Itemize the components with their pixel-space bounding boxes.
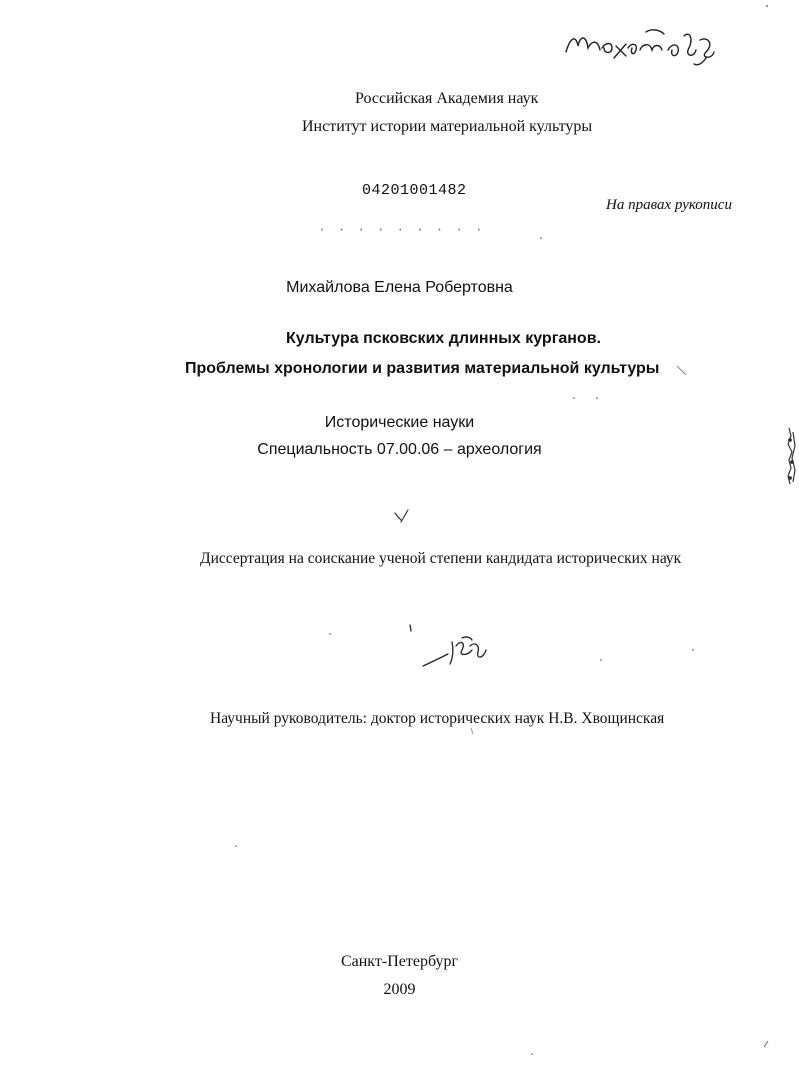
handwritten-signature-top xyxy=(566,30,714,65)
scientific-advisor: Научный руководитель: доктор исторических наук Н.В. Хвощинская xyxy=(210,710,665,727)
rights-note: На правах рукописи xyxy=(606,197,732,213)
stray-mark-title xyxy=(677,366,686,375)
dissertation-title-line-1: Культура псковских длинных курганов. xyxy=(286,330,601,347)
institute-name: Институт истории материальной культуры xyxy=(302,118,593,135)
catalog-number: 04201001482 xyxy=(362,182,467,199)
author-name: Михайлова Елена Робертовна xyxy=(286,279,513,296)
faded-stamp-marks: · · · · · · · · · xyxy=(318,222,485,237)
scan-noise-dots xyxy=(235,5,768,1055)
stray-mark-advisor xyxy=(471,728,473,734)
dissertation-title-line-2: Проблемы хронологии и развития материальной культуры xyxy=(185,360,660,377)
field-of-science: Исторические науки xyxy=(324,414,475,431)
city: Санкт-Петербург xyxy=(340,953,459,970)
specialty-code: Специальность 07.00.06 – археология xyxy=(257,441,542,458)
small-pen-mark xyxy=(395,510,408,522)
year: 2009 xyxy=(383,981,416,998)
academy-name: Российская Академия наук xyxy=(355,90,539,107)
stray-mark-bottom-right xyxy=(764,1041,768,1047)
dissertation-note: Диссертация на соискание ученой степени кандидата исторических наук xyxy=(200,550,682,567)
handwritten-signature-center xyxy=(410,625,486,666)
